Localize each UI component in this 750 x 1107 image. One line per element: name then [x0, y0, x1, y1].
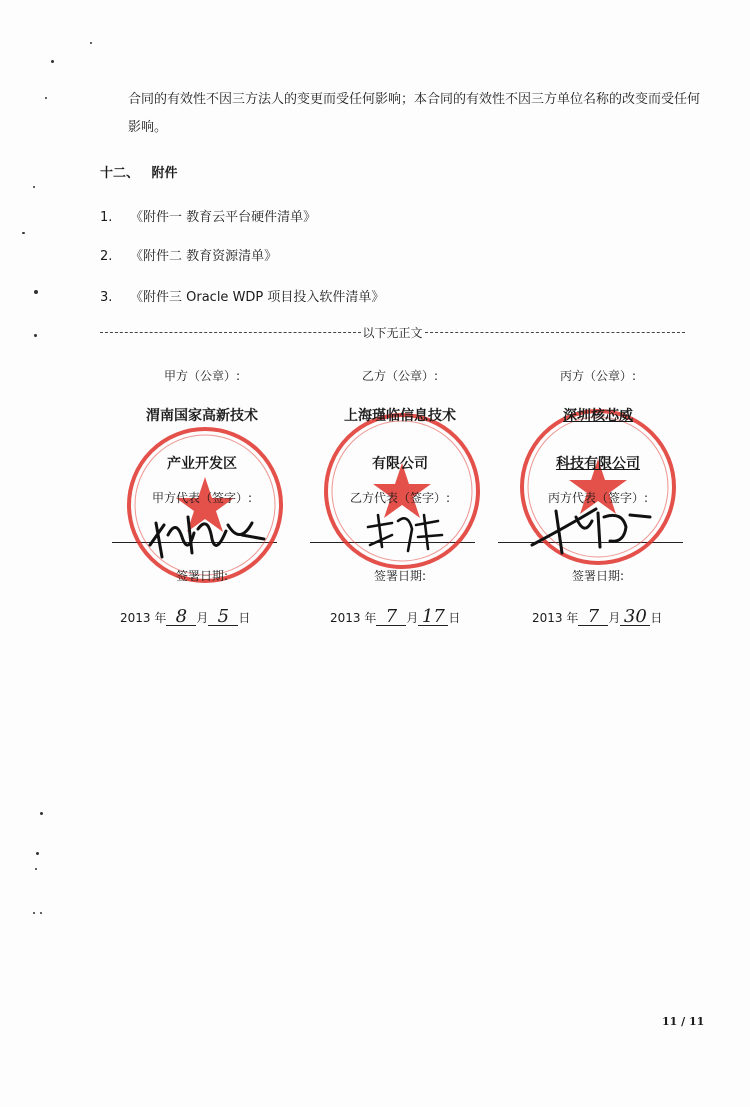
party-b-sign-date-label: 签署日期: [373, 569, 427, 583]
scan-speck [40, 912, 42, 914]
dashed-line [100, 332, 361, 333]
attachment-title: 《附件一 教育云平台硬件清单》 [130, 210, 317, 225]
attachment-item [100, 286, 384, 305]
party-c-sign-date-label: 签署日期: [571, 569, 625, 583]
party-b-handwritten-signature [358, 507, 448, 557]
sign-date-day: 17 [418, 609, 448, 626]
dashed-line [425, 332, 686, 333]
scan-speck [90, 42, 92, 44]
section-number: 十二、 [100, 166, 140, 181]
party-c-org-name-line2: 科技有限公司 [556, 456, 640, 472]
party-c-handwritten-signature [526, 497, 656, 557]
party-b-org-name-line1: 上海瑾临信息技术 [344, 408, 456, 424]
party-a-representative-label: 甲方代表（签字）: [151, 491, 253, 505]
party-c-sign-date [532, 606, 663, 627]
party-b-org-name-line2: 有限公司 [372, 456, 428, 472]
party-a-signature-block [92, 367, 312, 657]
party-b-sign-date [330, 606, 461, 627]
party-c-org-name-line1: 深圳核芯威 [563, 408, 633, 424]
attachment-title: 《附件三 Oracle WDP 项目投入软件清单》 [130, 290, 385, 305]
end-of-text-divider [100, 322, 685, 342]
section-heading [100, 162, 178, 181]
scan-speck [45, 97, 47, 99]
sign-date-month: 7 [578, 609, 608, 626]
sign-date-day-unit: 日 [238, 611, 251, 625]
sign-date-year: 2013 年 [120, 611, 167, 625]
party-b-representative-label: 乙方代表（签字）: [349, 491, 451, 505]
scan-speck [34, 334, 37, 337]
attachment-title: 《附件二 教育资源清单》 [130, 249, 278, 264]
sign-date-month-unit: 月 [196, 611, 209, 625]
scan-speck [33, 912, 35, 914]
sign-date-month-unit: 月 [406, 611, 419, 625]
sign-date-month: 8 [166, 609, 196, 626]
contract-clause-text: 合同的有效性不因三方法人的变更而受任何影响；本合同的有效性不因三方单位名称的改变而受任何影响。 [128, 92, 701, 135]
party-a-org-name-line1: 渭南国家高新技术 [146, 408, 258, 424]
party-a-sign-date-label: 签署日期: [175, 569, 229, 583]
party-a-handwritten-signature [142, 505, 272, 565]
sign-date-day: 5 [208, 609, 238, 626]
scan-speck [35, 868, 37, 870]
sign-date-day: 30 [620, 609, 650, 626]
sign-date-year: 2013 年 [330, 611, 377, 625]
sign-date-year: 2013 年 [532, 611, 579, 625]
scan-speck [40, 812, 43, 815]
section-title: 附件 [151, 166, 178, 181]
scan-speck [33, 186, 35, 188]
attachment-number: 2. [100, 249, 113, 264]
sign-date-month: 7 [376, 609, 406, 626]
party-a-seal-label: 甲方（公章）: [163, 369, 241, 383]
attachment-number: 1. [100, 210, 113, 225]
sign-date-month-unit: 月 [608, 611, 621, 625]
page-number: 11 / 11 [662, 1015, 705, 1028]
party-b-signature-block [290, 367, 510, 657]
sign-date-day-unit: 日 [448, 611, 461, 625]
scan-speck [34, 290, 38, 294]
party-a-org-name-line2: 产业开发区 [167, 456, 237, 472]
attachment-item [100, 245, 277, 264]
party-c-seal-label: 丙方（公章）: [559, 369, 637, 383]
attachment-item [100, 206, 316, 225]
scan-speck [51, 60, 54, 63]
attachment-number: 3. [100, 290, 113, 305]
sign-date-day-unit: 日 [650, 611, 663, 625]
scan-speck [22, 232, 25, 234]
scan-speck [36, 852, 39, 855]
divider-label: 以下无正文 [362, 325, 423, 340]
party-a-sign-date [120, 606, 251, 627]
party-c-signature-block [488, 367, 708, 657]
party-c-representative-label: 丙方代表（签字）: [547, 491, 649, 505]
party-b-seal-label: 乙方（公章）: [361, 369, 439, 383]
